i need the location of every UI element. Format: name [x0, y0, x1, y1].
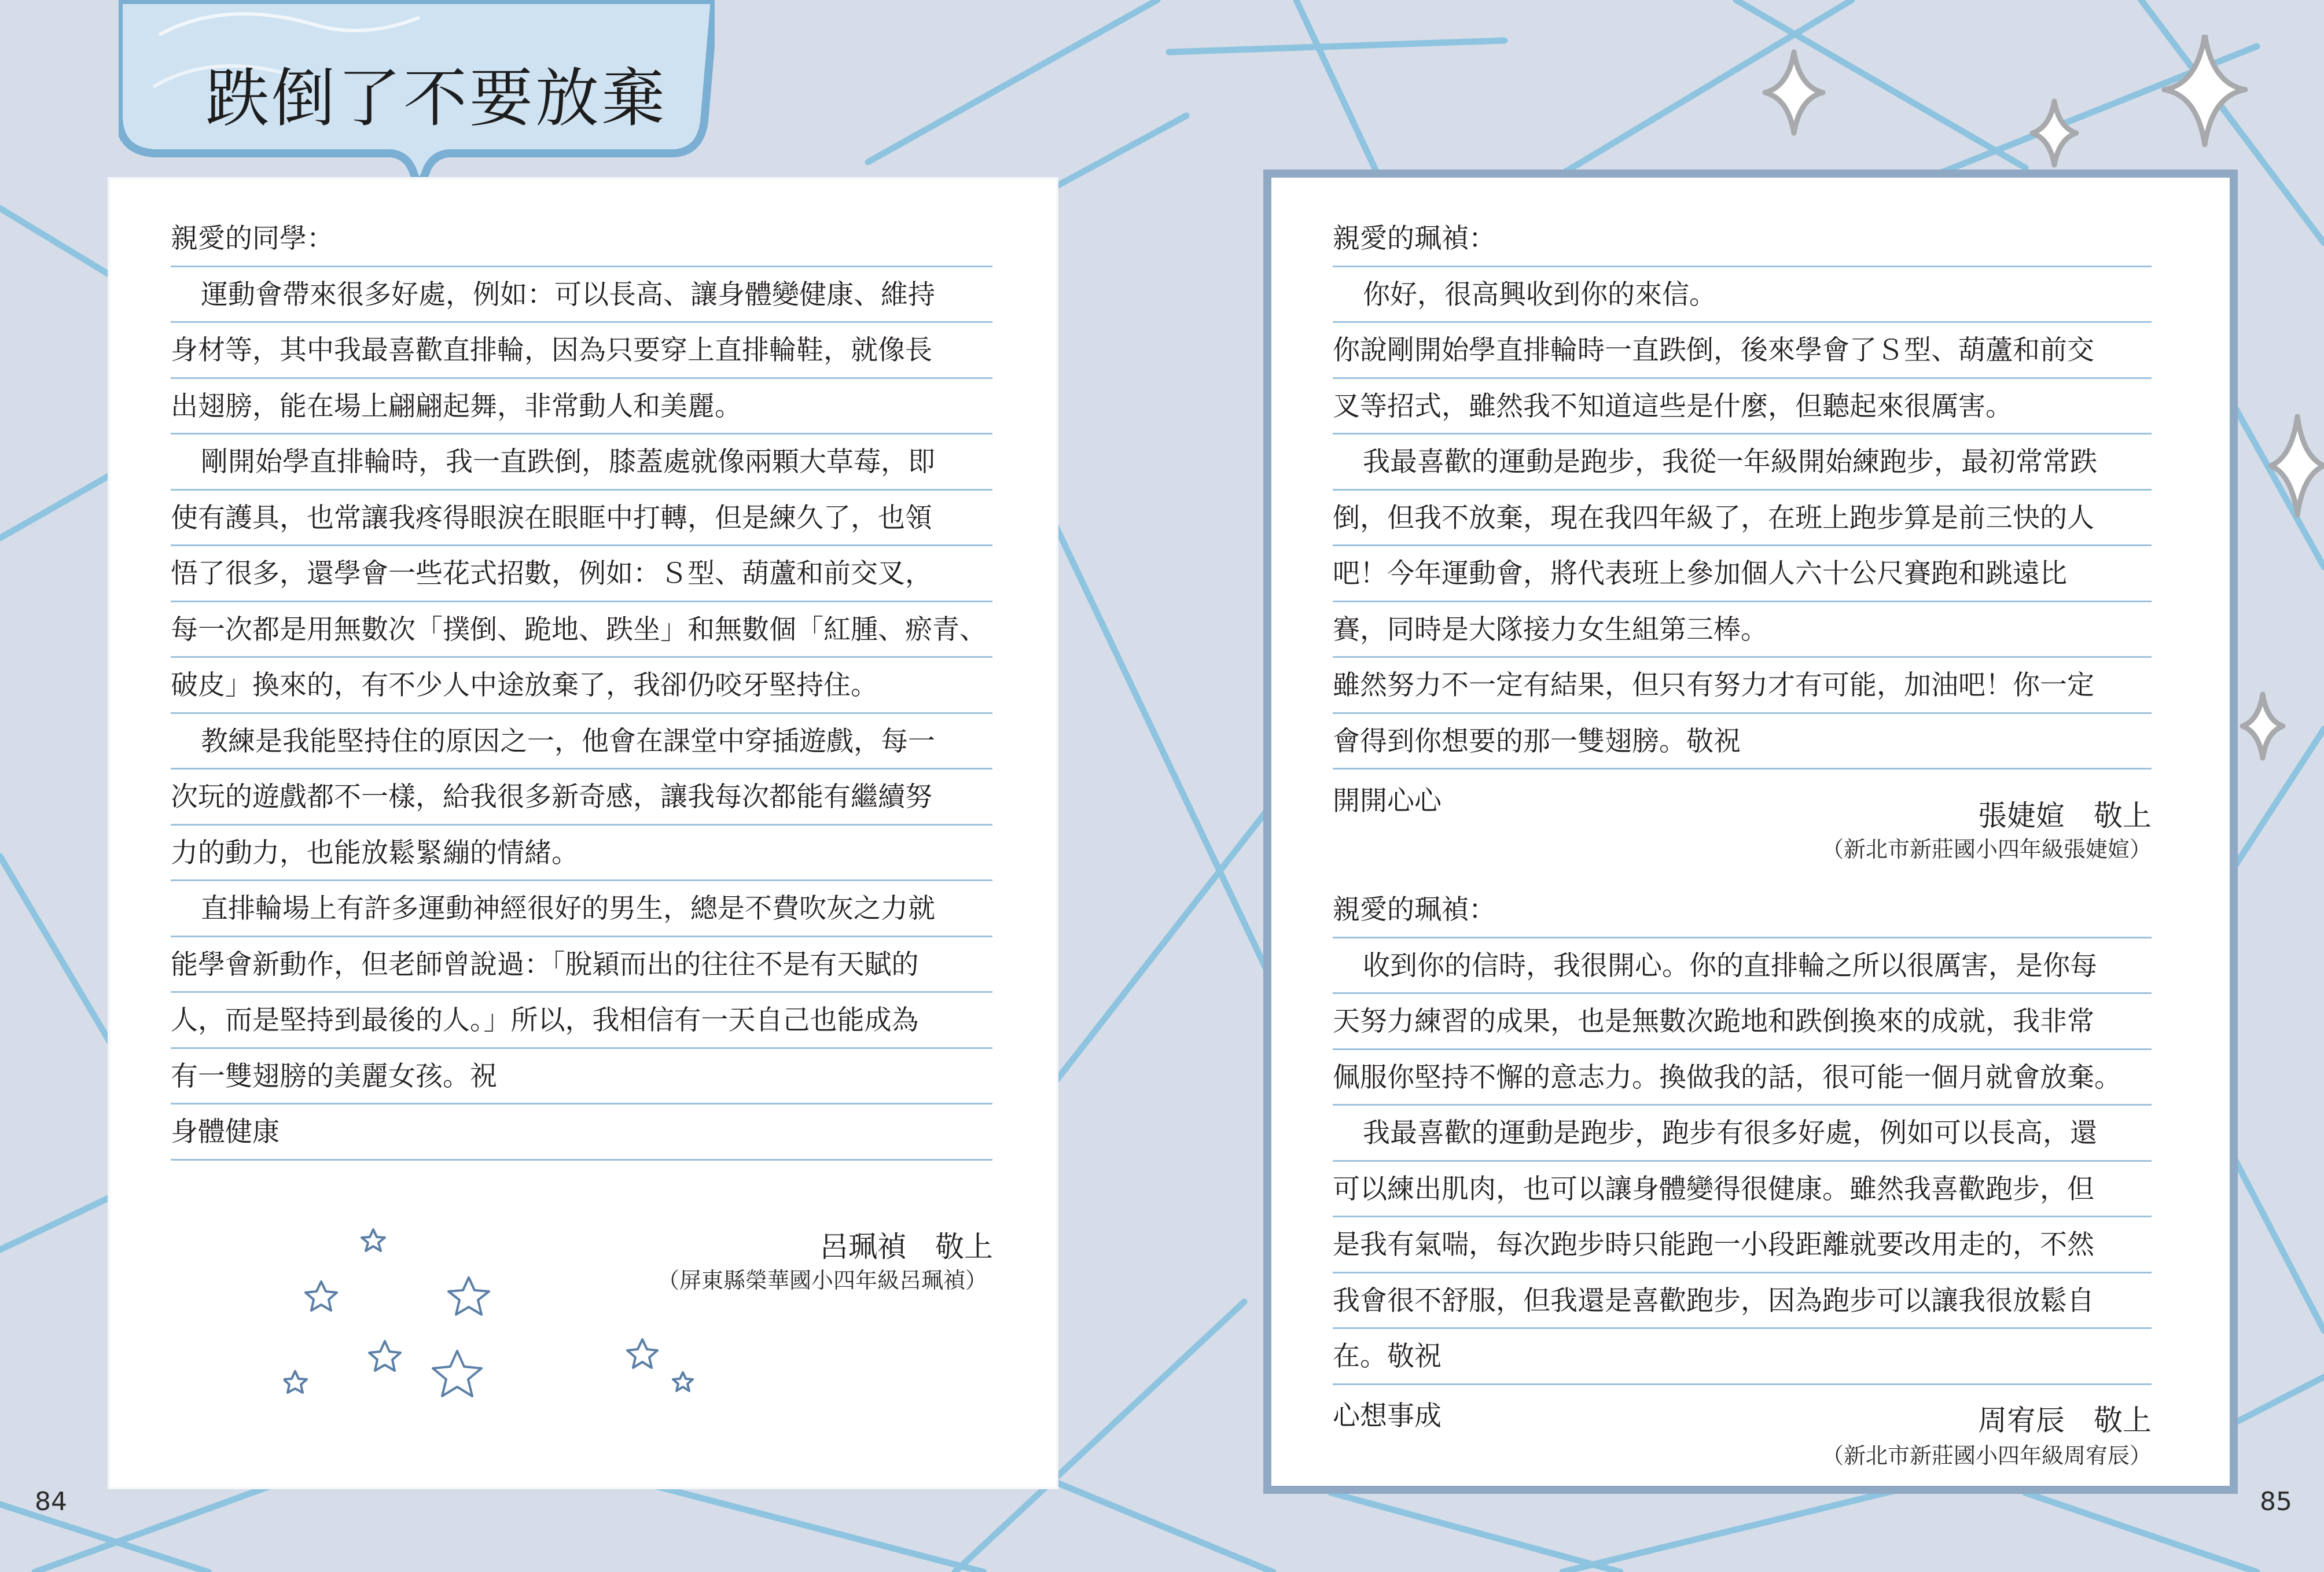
page-number-right: 85 — [2260, 1487, 2292, 1516]
title-tab — [119, 0, 715, 191]
doodle-star-icon — [627, 1339, 657, 1368]
right-letter-2-line: 親愛的珮禎： — [1333, 882, 2152, 938]
left-letter-line: 每一次都是用無數次「撲倒、跪地、跌坐」和無數個「紅腫、瘀青、 — [171, 602, 992, 658]
page-title: 跌倒了不要放棄 — [205, 61, 667, 135]
left-letter-line: 破皮」換來的，有不少人中途放棄了，我卻仍咬牙堅持住。 — [171, 658, 992, 714]
right-letter-2-line: 天努力練習的成果，也是無數次跪地和跌倒換來的成就，我非常 — [1333, 994, 2152, 1050]
right-2-signature: 周宥辰 敬上 — [1978, 1404, 2152, 1437]
left-letter-line: 有一雙翅膀的美麗女孩。祝 — [171, 1049, 992, 1105]
left-signature-source: （屏東縣榮華國小四年級呂珮禎） — [657, 1268, 987, 1293]
right-2-closing: 心想事成 — [1333, 1400, 1442, 1432]
left-signature: 呂珮禎 敬上 — [819, 1230, 993, 1264]
doodle-star-icon — [362, 1229, 385, 1251]
left-letter-line: 教練是我能堅持住的原因之一，他會在課堂中穿插遊戲，每一 — [171, 714, 992, 770]
doodle-stars — [284, 1215, 718, 1423]
right-letter-1-line: 你好，很高興收到你的來信。 — [1333, 267, 2152, 323]
left-letter-line: 次玩的遊戲都不一樣，給我很多新奇感，讓我每次都能有繼續努 — [171, 770, 992, 826]
left-letter-line: 悟了很多，還學會一些花式招數，例如：Ｓ型、葫蘆和前交叉， — [171, 546, 992, 602]
right-letter-1-line: 會得到你想要的那一雙翅膀。敬祝 — [1333, 714, 2152, 770]
left-letter-line: 剛開始學直排輪時，我一直跌倒，膝蓋處就像兩顆大草莓，即 — [171, 435, 992, 491]
doodle-star-icon — [306, 1282, 337, 1310]
right-letter-2-line: 收到你的信時，我很開心。你的直排輪之所以很厲害，是你每 — [1333, 938, 2152, 995]
left-letter-line: 使有護具，也常讓我疼得眼淚在眼眶中打轉，但是練久了，也領 — [171, 491, 992, 547]
right-1-signature-source: （新北市新莊國小四年級張婕媗） — [1821, 837, 2152, 862]
right-letter-2-line: 佩服你堅持不懈的意志力。換做我的話，很可能一個月就會放棄。 — [1333, 1050, 2152, 1106]
sparkle-icon — [2242, 694, 2283, 758]
left-letter-line: 身體健康 — [171, 1105, 992, 1161]
right-1-signature: 張婕媗 敬上 — [1978, 799, 2152, 833]
doodle-star-icon — [673, 1372, 693, 1391]
left-letter-line: 力的動力，也能放鬆緊繃的情緒。 — [171, 826, 992, 882]
right-2-signature-source: （新北市新莊國小四年級周宥辰） — [1821, 1443, 2152, 1468]
right-letter-1-line: 親愛的珮禎： — [1333, 211, 2152, 267]
doodle-star-icon — [448, 1278, 489, 1315]
right-letter-1-line: 吧！今年運動會，將代表班上參加個人六十公尺賽跑和跳遠比 — [1333, 546, 2152, 602]
left-letter-line: 運動會帶來很多好處，例如：可以長高、讓身體變健康、維持 — [171, 267, 992, 323]
left-letter-line: 人，而是堅持到最後的人。」所以，我相信有一天自己也能成為 — [171, 993, 992, 1049]
right-letter-2-line: 在。敬祝 — [1333, 1329, 2152, 1385]
letter-left-body — [171, 211, 992, 1161]
sparkle-icon — [2032, 101, 2076, 165]
right-letter-1-line: 叉等招式，雖然我不知道這些是什麼，但聽起來很厲害。 — [1333, 379, 2152, 435]
right-letter-1-line: 賽，同時是大隊接力女生組第三棒。 — [1333, 602, 2152, 658]
right-letter-1-line: 你說剛開始學直排輪時一直跌倒，後來學會了Ｓ型、葫蘆和前交 — [1333, 323, 2152, 379]
left-letter-line: 能學會新動作，但老師曾說過：「脫穎而出的往往不是有天賦的 — [171, 937, 992, 993]
doodle-star-icon — [433, 1351, 481, 1396]
sparkle-icon — [2271, 417, 2324, 515]
page-number-left: 84 — [35, 1487, 67, 1516]
left-letter-line: 直排輪場上有許多運動神經很好的男生，總是不費吹灰之力就 — [171, 881, 992, 937]
right-1-closing: 開開心心 — [1333, 785, 1442, 817]
sparkle-icon — [2164, 35, 2245, 145]
right-letter-1-line: 雖然努力不一定有結果，但只有努力才有可能，加油吧！你一定 — [1333, 658, 2152, 714]
left-letter-line: 親愛的同學： — [171, 211, 992, 267]
right-letter-1-line: 倒，但我不放棄，現在我四年級了，在班上跑步算是前三快的人 — [1333, 491, 2152, 547]
right-letter-1-line: 我最喜歡的運動是跑步，我從一年級開始練跑步，最初常常跌 — [1333, 435, 2152, 491]
left-letter-line: 出翅膀，能在場上翩翩起舞，非常動人和美麗。 — [171, 379, 992, 435]
left-letter-line: 身材等，其中我最喜歡直排輪，因為只要穿上直排輪鞋，就像長 — [171, 323, 992, 379]
sparkles — [1748, 35, 2324, 775]
doodle-star-icon — [369, 1341, 400, 1371]
right-letter-2-line: 我最喜歡的運動是跑步，跑步有很多好處，例如可以長高，還 — [1333, 1106, 2152, 1162]
sparkle-icon — [1765, 52, 1823, 133]
right-letter-2-line: 我會很不舒服，但我還是喜歡跑步，因為跑步可以讓我很放鬆自 — [1333, 1273, 2152, 1330]
right-letter-2-line: 可以練出肌肉，也可以讓身體變得很健康。雖然我喜歡跑步，但 — [1333, 1162, 2152, 1218]
right-letter-2-line: 是我有氣喘，每次跑步時只能跑一小段距離就要改用走的，不然 — [1333, 1217, 2152, 1273]
doodle-star-icon — [284, 1371, 307, 1393]
letter-right-2-body — [1333, 882, 2152, 1385]
